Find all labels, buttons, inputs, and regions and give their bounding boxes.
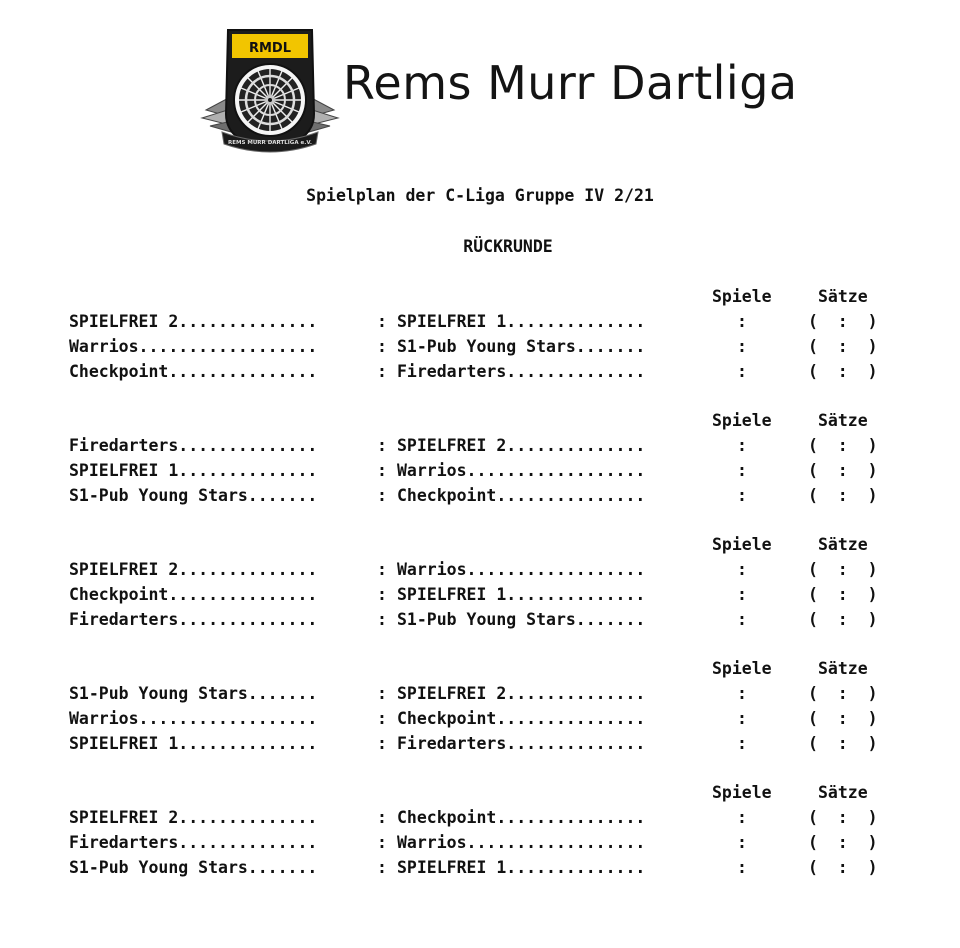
match-row — [0, 833, 960, 855]
away-team: Checkpoint............... — [397, 709, 646, 728]
away-team: Firedarters.............. — [397, 734, 646, 753]
match-row — [0, 560, 960, 582]
spiele-score: : — [737, 486, 747, 505]
home-team: SPIELFREI 2.............. — [69, 312, 318, 331]
spiele-score: : — [737, 461, 747, 480]
logo-text-top: RMDL — [248, 41, 292, 56]
spiele-score: : — [737, 436, 747, 455]
matchday-block — [0, 783, 960, 883]
versus-separator: : — [377, 337, 387, 356]
home-team: Checkpoint............... — [69, 362, 318, 381]
versus-separator: : — [377, 461, 387, 480]
column-saetze: Sätze — [818, 411, 868, 430]
spiele-score: : — [737, 560, 747, 579]
home-team: Firedarters.............. — [69, 833, 318, 852]
match-row — [0, 808, 960, 830]
home-team: S1-Pub Young Stars....... — [69, 486, 318, 505]
matchday-block — [0, 411, 960, 511]
home-team: S1-Pub Young Stars....... — [69, 684, 318, 703]
column-spiele: Spiele — [712, 659, 772, 678]
spiele-score: : — [737, 585, 747, 604]
spiele-score: : — [737, 312, 747, 331]
logo-text-bottom: REMS MURR DARTLIGA e.V. — [228, 140, 312, 146]
saetze-score: ( : ) — [808, 362, 878, 381]
saetze-score: ( : ) — [808, 337, 878, 356]
match-row — [0, 858, 960, 880]
versus-separator: : — [377, 610, 387, 629]
spiele-score: : — [737, 858, 747, 877]
spiele-score: : — [737, 808, 747, 827]
home-team: SPIELFREI 1.............. — [69, 734, 318, 753]
away-team: SPIELFREI 1.............. — [397, 312, 646, 331]
spiele-score: : — [737, 833, 747, 852]
spiele-score: : — [737, 734, 747, 753]
match-row — [0, 734, 960, 756]
versus-separator: : — [377, 585, 387, 604]
away-team: Firedarters.............. — [397, 362, 646, 381]
column-spiele: Spiele — [712, 535, 772, 554]
spiele-score: : — [737, 684, 747, 703]
match-row — [0, 684, 960, 706]
away-team: SPIELFREI 2.............. — [397, 436, 646, 455]
away-team: Warrios.................. — [397, 833, 646, 852]
column-spiele: Spiele — [712, 783, 772, 802]
saetze-score: ( : ) — [808, 461, 878, 480]
home-team: SPIELFREI 1.............. — [69, 461, 318, 480]
match-row — [0, 461, 960, 483]
versus-separator: : — [377, 833, 387, 852]
away-team: Checkpoint............... — [397, 486, 646, 505]
column-saetze: Sätze — [818, 783, 868, 802]
saetze-score: ( : ) — [808, 312, 878, 331]
column-spiele: Spiele — [712, 411, 772, 430]
match-row — [0, 709, 960, 731]
home-team: Firedarters.............. — [69, 610, 318, 629]
away-team: S1-Pub Young Stars....... — [397, 337, 646, 356]
schedule-title: Spielplan der C-Liga Gruppe IV 2/21 — [306, 186, 654, 205]
home-team: Warrios.................. — [69, 709, 318, 728]
away-team: SPIELFREI 2.............. — [397, 684, 646, 703]
saetze-score: ( : ) — [808, 436, 878, 455]
home-team: SPIELFREI 2.............. — [69, 808, 318, 827]
home-team: SPIELFREI 2.............. — [69, 560, 318, 579]
away-team: Checkpoint............... — [397, 808, 646, 827]
match-row — [0, 337, 960, 359]
saetze-score: ( : ) — [808, 734, 878, 753]
round-subtitle: RÜCKRUNDE — [463, 237, 553, 256]
versus-separator: : — [377, 709, 387, 728]
matchday-block — [0, 659, 960, 759]
versus-separator: : — [377, 734, 387, 753]
saetze-score: ( : ) — [808, 684, 878, 703]
league-name: Rems Murr Dartliga — [343, 56, 798, 110]
versus-separator: : — [377, 312, 387, 331]
versus-separator: : — [377, 684, 387, 703]
home-team: Checkpoint............... — [69, 585, 318, 604]
versus-separator: : — [377, 560, 387, 579]
rmdl-logo — [200, 22, 340, 157]
column-spiele: Spiele — [712, 287, 772, 306]
saetze-score: ( : ) — [808, 585, 878, 604]
home-team: Warrios.................. — [69, 337, 318, 356]
away-team: Warrios.................. — [397, 560, 646, 579]
home-team: Firedarters.............. — [69, 436, 318, 455]
saetze-score: ( : ) — [808, 610, 878, 629]
column-saetze: Sätze — [818, 535, 868, 554]
match-row — [0, 610, 960, 632]
match-row — [0, 486, 960, 508]
spiele-score: : — [737, 709, 747, 728]
versus-separator: : — [377, 436, 387, 455]
saetze-score: ( : ) — [808, 858, 878, 877]
matchday-block — [0, 535, 960, 635]
away-team: S1-Pub Young Stars....... — [397, 610, 646, 629]
matchday-block — [0, 287, 960, 387]
away-team: SPIELFREI 1.............. — [397, 585, 646, 604]
column-saetze: Sätze — [818, 287, 868, 306]
saetze-score: ( : ) — [808, 709, 878, 728]
spiele-score: : — [737, 610, 747, 629]
match-row — [0, 585, 960, 607]
spiele-score: : — [737, 337, 747, 356]
away-team: SPIELFREI 1.............. — [397, 858, 646, 877]
column-saetze: Sätze — [818, 659, 868, 678]
dartboard-icon — [234, 64, 306, 136]
saetze-score: ( : ) — [808, 486, 878, 505]
versus-separator: : — [377, 486, 387, 505]
versus-separator: : — [377, 858, 387, 877]
versus-separator: : — [377, 808, 387, 827]
away-team: Warrios.................. — [397, 461, 646, 480]
match-row — [0, 362, 960, 384]
match-row — [0, 436, 960, 458]
versus-separator: : — [377, 362, 387, 381]
saetze-score: ( : ) — [808, 833, 878, 852]
saetze-score: ( : ) — [808, 808, 878, 827]
match-row — [0, 312, 960, 334]
spiele-score: : — [737, 362, 747, 381]
saetze-score: ( : ) — [808, 560, 878, 579]
home-team: S1-Pub Young Stars....... — [69, 858, 318, 877]
